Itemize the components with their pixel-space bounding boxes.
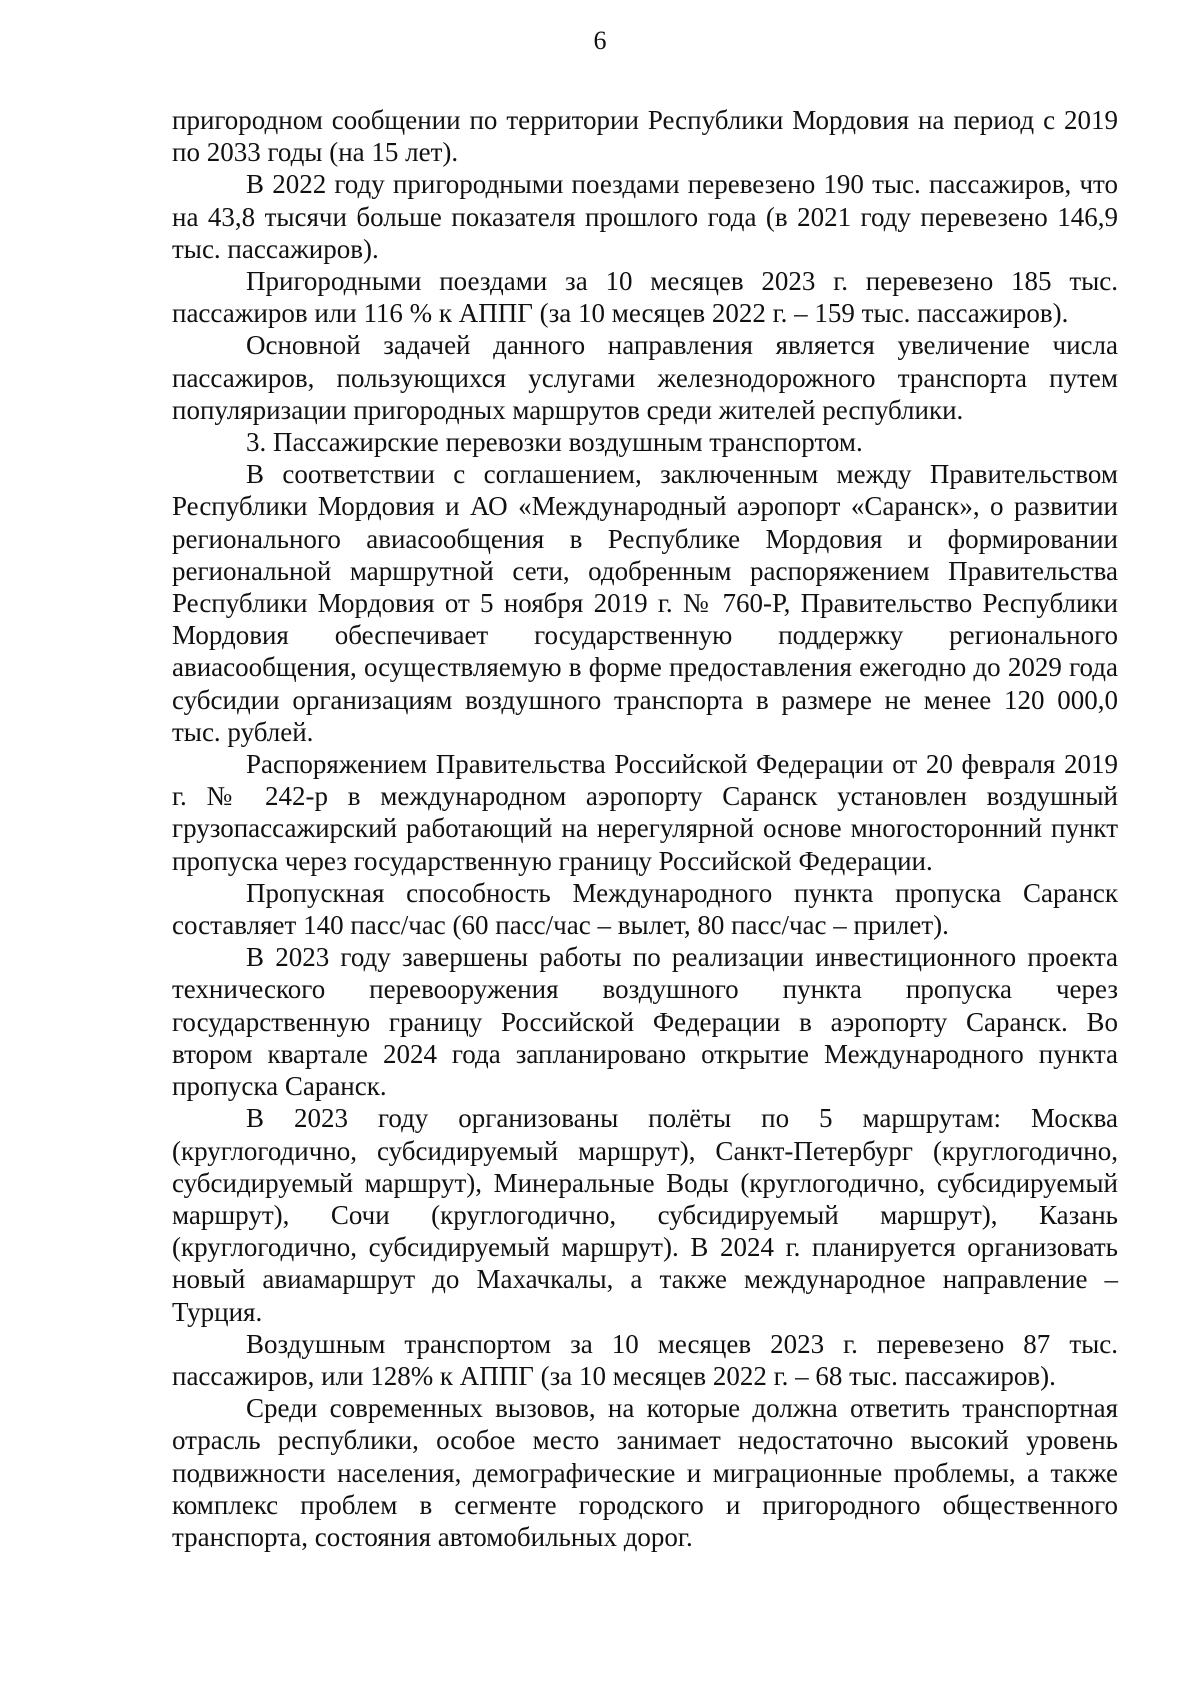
page-number: 6 [593, 26, 607, 55]
paragraph-suburban-trains-2022: В 2022 году пригородными поездами перевезено 190 тыс. пассажиров, что на 43,8 тысячи больше показателя прошлого года (в 2021 году перевезено 146,9 тыс. пассажиров). [172, 169, 1118, 264]
section-heading-air-transport: 3. Пассажирские перевозки воздушным транспортом. [246, 427, 863, 458]
paragraph-agreement: В соответствии с соглашением, заключенным между Правительством Республики Мордовия и АО «Международный аэропорт «Саранск», о развитии регионального авиасообщения в Республике Мордовия и формировании региональной маршрутной сети, одобренным распоряжением Правительства Республики Мордовия от 5 ноября 2019 г. № 760-Р, Правительство Республики Мордовия обеспечивает государственную поддержку регионального авиасообщения, осуществляемую в форме предоставления ежегодно до 2029 года субсидии организациям воздушного транспорта в размере не менее 120 000,0 тыс. рублей. [172, 459, 1118, 747]
paragraph-capacity: Пропускная способность Международного пункта пропуска Саранск составляет 140 пасс/час (60 пасс/час – вылет, 80 пасс/час – прилет). [172, 877, 1118, 941]
paragraph-continuation: пригородном сообщении по территории Республики Мордовия на период с 2019 по 2033 годы (на 15 лет). [172, 105, 1118, 168]
paragraph-air-passengers: Воздушным транспортом за 10 месяцев 2023 г. перевезено 87 тыс. пассажиров, или 128% к АППГ (за 10 месяцев 2022 г. – 68 тыс. пассажиров). [172, 1328, 1118, 1391]
paragraph-main-task: Основной задачей данного направления является увеличение числа пассажиров, пользующихся услугами железнодорожного транспорта путем популяризации пригородных маршрутов среди жителей республики. [172, 330, 1118, 425]
paragraph-government-order: Распоряжением Правительства Российской Федерации от 20 февраля 2019 г. № 242-р в международном аэропорту Саранск установлен воздушный грузопассажирский работающий на нерегулярной основе многосторонний пункт пропуска через государственную границу Российской Федерации. [172, 749, 1118, 876]
paragraph-challenges: Среди современных вызовов, на которые должна ответить транспортная отрасль республики, особое место занимает недостаточно высокий уровень подвижности населения, демографические и миграционные проблемы, а также комплекс проблем в сегменте городского и пригородного общественного транспорта, состояния автомобильных дорог. [172, 1393, 1118, 1552]
document-body [172, 104, 1118, 1553]
paragraph-routes-2023: В 2023 году организованы полёты по 5 маршрутам: Москва (круглогодично, субсидируемый маршрут), Санкт-Петербург (круглогодично, субсидируемый маршрут), Минеральные Воды (круглогодично, субсидируемый маршрут), Сочи (круглогодично, субсидируемый маршрут), Казань (круглогодично, субсидируемый маршрут). В 2024 г. планируется организовать новый авиамаршрут до Махачкалы, а также международное направление – Турция. [172, 1103, 1118, 1327]
paragraph-suburban-trains-2023: Пригородными поездами за 10 месяцев 2023 г. перевезено 185 тыс. пассажиров или 116 % к АППГ (за 10 месяцев 2022 г. – 159 тыс. пассажиров). [172, 266, 1118, 329]
paragraph-investment-project: В 2023 году завершены работы по реализации инвестиционного проекта технического перевооружения воздушного пункта пропуска через государственную границу Российской Федерации в аэропорту Саранск. Во втором квартале 2024 года запланировано открытие Международного пункта пропуска Саранск. [172, 942, 1118, 1102]
